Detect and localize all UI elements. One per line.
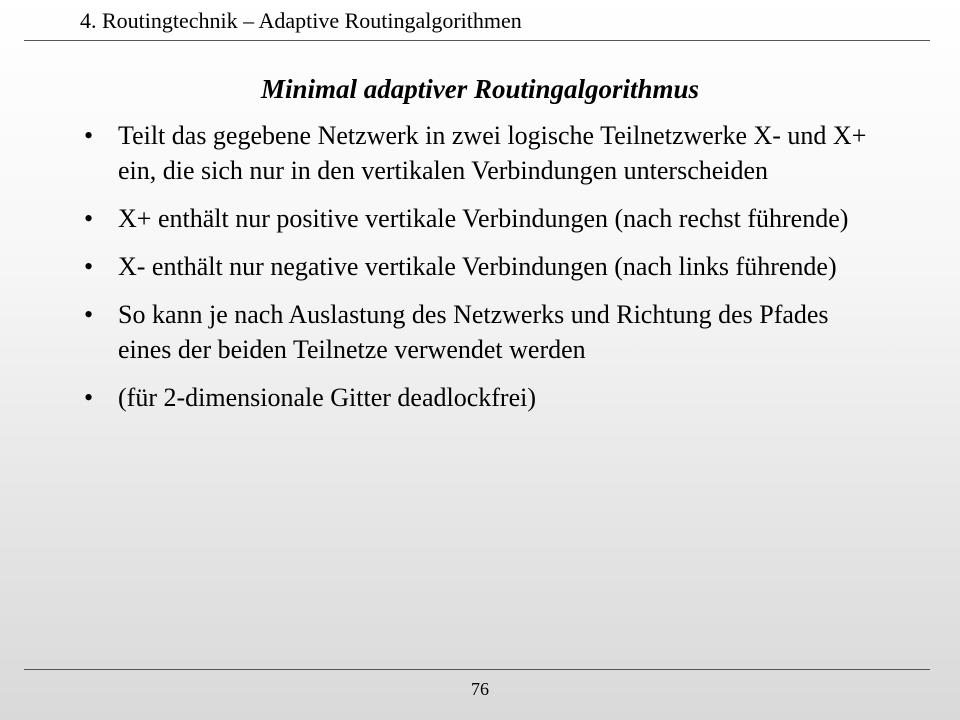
bullet-icon: • (84, 121, 94, 150)
bullet-icon: • (84, 300, 94, 329)
header-divider (24, 40, 930, 41)
bullet-item (84, 380, 884, 415)
bullet-text: X+ enthält nur positive vertikale Verbindungen (nach rechst führende) (118, 204, 849, 233)
bullet-icon: • (84, 383, 94, 412)
page-number: 76 (471, 679, 489, 699)
bullet-text: So kann je nach Auslastung des Netzwerks und Richtung des Pfades eines der beiden Teilnetze verwendet werden (118, 300, 829, 364)
header-title: 4. Routingtechnik – Adaptive Routingalgorithmen (80, 8, 522, 33)
bullet-item (84, 118, 884, 188)
bullet-text: X- enthält nur negative vertikale Verbindungen (nach links führende) (118, 252, 837, 281)
footer-divider (24, 669, 930, 670)
bullet-item (84, 201, 884, 236)
bullet-item (84, 297, 884, 367)
slide-heading: Minimal adaptiver Routingalgorithmus (260, 74, 700, 104)
bullet-text: Teilt das gegebene Netzwerk in zwei logische Teilnetzwerke X- und X+ ein, die sich nur in den vertikalen Verbindungen unterscheiden (118, 121, 867, 185)
bullet-text: (für 2-dimensionale Gitter deadlockfrei) (118, 383, 536, 412)
bullet-list (84, 118, 884, 428)
bullet-icon: • (84, 252, 94, 281)
bullet-icon: • (84, 204, 94, 233)
bullet-item (84, 249, 884, 284)
